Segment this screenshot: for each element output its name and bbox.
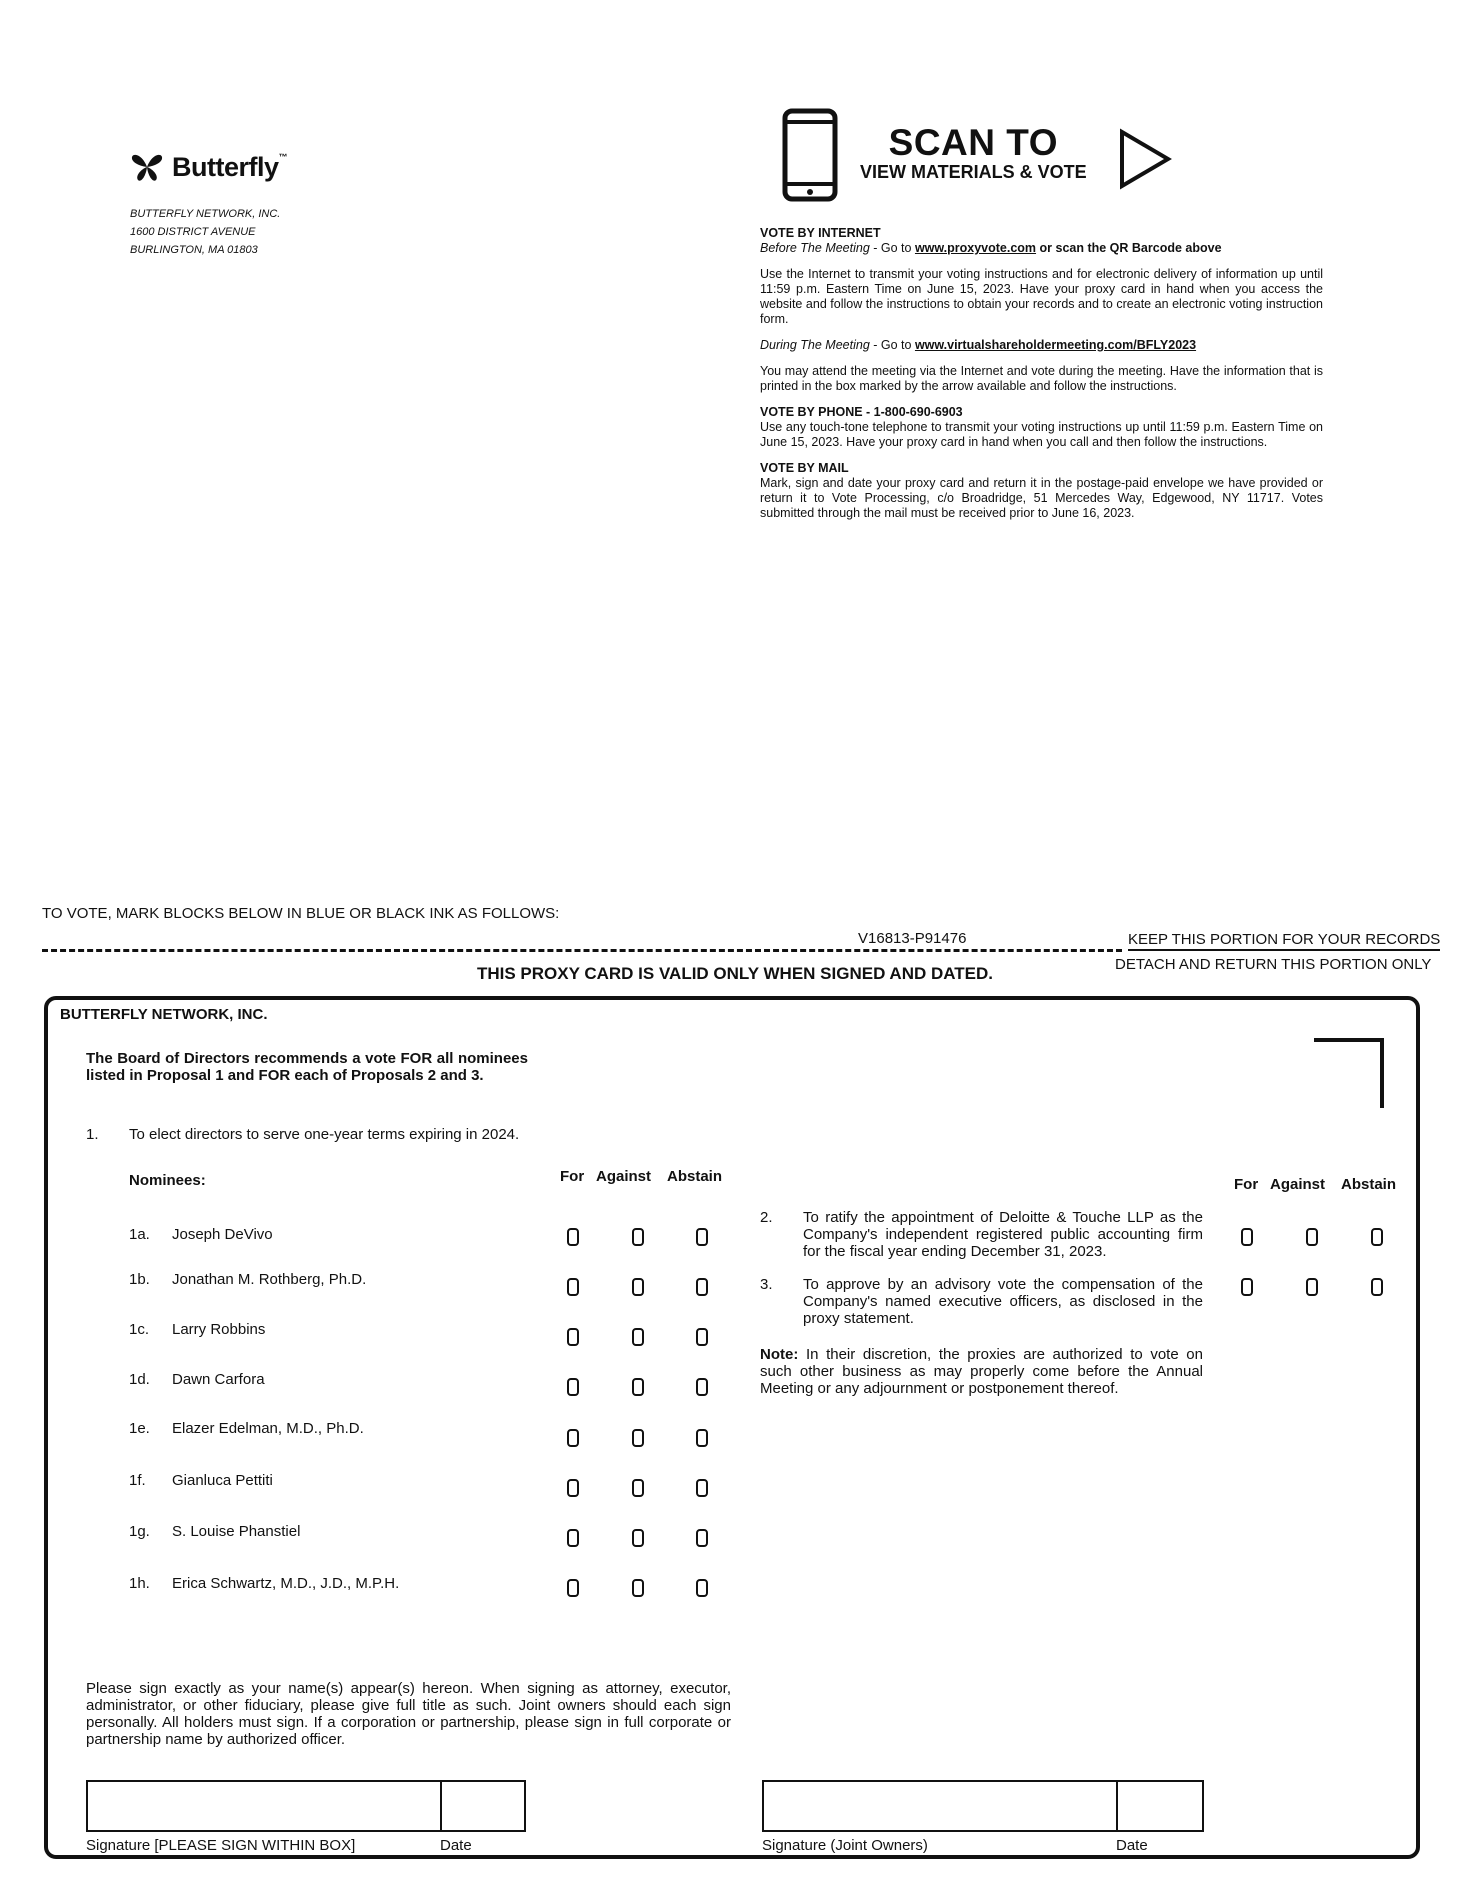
nominee-1h-abstain-checkbox[interactable]	[696, 1579, 708, 1597]
proposal-3-for-checkbox[interactable]	[1241, 1278, 1253, 1296]
signature-label: Signature [PLEASE SIGN WITHIN BOX]	[86, 1837, 356, 1854]
vote-by-internet-section	[760, 226, 1323, 521]
nominee-number: 1e.	[129, 1420, 150, 1437]
nominee-1b-against-checkbox[interactable]	[632, 1278, 644, 1296]
before-meeting-label: Before The Meeting	[760, 241, 870, 255]
mark-instructions: TO VOTE, MARK BLOCKS BELOW IN BLUE OR BLACK INK AS FOLLOWS:	[42, 905, 560, 922]
detach-line	[42, 949, 1122, 952]
keep-portion-label: KEEP THIS PORTION FOR YOUR RECORDS	[1128, 931, 1440, 951]
qr-instruction: or scan the QR Barcode above	[1036, 241, 1222, 255]
nominee-name: Erica Schwartz, M.D., J.D., M.P.H.	[172, 1575, 400, 1592]
nominee-name: S. Louise Phanstiel	[172, 1523, 301, 1540]
nominee-1h-for-checkbox[interactable]	[567, 1579, 579, 1597]
proposal-text: To ratify the appointment of Deloitte & Touche LLP as the Company's independent registered public accounting firm for the fiscal year ending December 31, 2023.	[803, 1209, 1203, 1260]
nominee-name: Jonathan M. Rothberg, Ph.D.	[172, 1271, 367, 1288]
mobile-phone-icon	[782, 108, 838, 202]
nominee-1f-abstain-checkbox[interactable]	[696, 1479, 708, 1497]
column-against: Against	[1270, 1176, 1326, 1193]
column-against: Against	[596, 1168, 652, 1185]
nominee-number: 1a.	[129, 1226, 150, 1243]
mail-instructions: Mark, sign and date your proxy card and return it in the postage-paid envelope we have provided or return it to Vote Processing, c/o Broadridge, 51 Mercedes Way, Edgewood, NY 11717. Votes submitted through the mail must be received prior to June 16, 2023.	[760, 476, 1323, 520]
proposal-3	[760, 1276, 1203, 1328]
proposal-2-against-checkbox[interactable]	[1306, 1228, 1318, 1246]
nominee-1b-for-checkbox[interactable]	[567, 1278, 579, 1296]
nominee-1d-abstain-checkbox[interactable]	[696, 1378, 708, 1396]
joint-signature-label: Signature (Joint Owners)	[762, 1837, 928, 1854]
address-line: BUTTERFLY NETWORK, INC.	[130, 208, 281, 220]
joint-date-label: Date	[1116, 1837, 1148, 1854]
section-heading: VOTE BY INTERNET	[760, 226, 881, 240]
nominee-number: 1c.	[129, 1321, 150, 1338]
nominee-number: 1f.	[129, 1472, 146, 1489]
nominee-1h-against-checkbox[interactable]	[632, 1579, 644, 1597]
nominee-1d-against-checkbox[interactable]	[632, 1378, 644, 1396]
scan-title: SCAN TO	[888, 122, 1058, 163]
company-logo	[130, 150, 287, 184]
date-label: Date	[440, 1837, 472, 1854]
detach-portion-label: DETACH AND RETURN THIS PORTION ONLY	[1115, 956, 1432, 973]
proposal-number: 3.	[760, 1276, 773, 1293]
nominee-name: Dawn Carfora	[172, 1371, 265, 1388]
card-company-name: BUTTERFLY NETWORK, INC.	[60, 1006, 268, 1023]
note-text: In their discretion, the proxies are authorized to vote on such other business as may properly come before the Annual Meeting or any adjournment or postponement thereof.	[760, 1346, 1203, 1397]
goto-text: - Go to	[869, 241, 915, 255]
during-meeting-instructions: You may attend the meeting via the Internet and vote during the meeting. Have the information that is printed in the box marked by the arrow available and follow the instructions.	[760, 364, 1323, 393]
nominee-name: Gianluca Pettiti	[172, 1472, 273, 1489]
nominee-1b-abstain-checkbox[interactable]	[696, 1278, 708, 1296]
nominee-1f-against-checkbox[interactable]	[632, 1479, 644, 1497]
registration-corner-mark	[1314, 1038, 1384, 1108]
nominee-1g-against-checkbox[interactable]	[632, 1529, 644, 1547]
vote-by-phone-heading: VOTE BY PHONE - 1-800-690-6903	[760, 405, 963, 419]
nominee-name: Joseph DeVivo	[172, 1226, 273, 1243]
proposal-3-against-checkbox[interactable]	[1306, 1278, 1318, 1296]
virtual-meeting-link[interactable]: www.virtualshareholdermeeting.com/BFLY2023	[914, 338, 1197, 352]
proposal-1	[86, 1126, 520, 1143]
nominee-1e-abstain-checkbox[interactable]	[696, 1429, 708, 1447]
nominee-1a-abstain-checkbox[interactable]	[696, 1228, 708, 1246]
scan-to-vote-banner	[860, 124, 1087, 182]
butterfly-icon	[130, 150, 164, 184]
joint-date-box[interactable]	[1116, 1780, 1204, 1832]
column-for: For	[560, 1168, 585, 1185]
nominee-name: Larry Robbins	[172, 1321, 266, 1338]
nominee-1d-for-checkbox[interactable]	[567, 1378, 579, 1396]
validity-notice: THIS PROXY CARD IS VALID ONLY WHEN SIGNED AND DATED.	[476, 964, 994, 983]
phone-instructions: Use any touch-tone telephone to transmit your voting instructions up until 11:59 p.m. Eastern Time on June 15, 2023. Have your proxy card in hand when you call and then follow the instructions.	[760, 420, 1323, 449]
company-address	[130, 205, 280, 259]
column-abstain: Abstain	[667, 1168, 723, 1185]
nominee-1c-abstain-checkbox[interactable]	[696, 1328, 708, 1346]
address-line: 1600 DISTRICT AVENUE	[130, 226, 256, 238]
nominee-name: Elazer Edelman, M.D., Ph.D.	[172, 1420, 364, 1437]
nominee-number: 1b.	[129, 1271, 150, 1288]
proposal-text: To elect directors to serve one-year terms expiring in 2024.	[129, 1126, 520, 1143]
proxyvote-link[interactable]: www.proxyvote.com	[914, 241, 1037, 255]
proposal-2-abstain-checkbox[interactable]	[1371, 1228, 1383, 1246]
nominee-1g-abstain-checkbox[interactable]	[696, 1529, 708, 1547]
nominee-number: 1d.	[129, 1371, 150, 1388]
proposal-2	[760, 1209, 1203, 1261]
board-recommendation: The Board of Directors recommends a vote FOR all nominees listed in Proposal 1 and FOR each of Proposals 2 and 3.	[86, 1050, 528, 1084]
joint-signature-box[interactable]	[762, 1780, 1118, 1832]
goto-text: - Go to	[869, 338, 915, 352]
date-box[interactable]	[440, 1780, 526, 1832]
nominee-1a-against-checkbox[interactable]	[632, 1228, 644, 1246]
proposal-text: To approve by an advisory vote the compensation of the Company's named executive officers, as disclosed in the proxy statement.	[803, 1276, 1203, 1327]
nominee-number: 1g.	[129, 1523, 150, 1540]
nominee-1f-for-checkbox[interactable]	[567, 1479, 579, 1497]
scan-subtitle: VIEW MATERIALS & VOTE	[860, 162, 1087, 182]
proposal-number: 1.	[86, 1126, 99, 1143]
control-reference: V16813-P91476	[858, 930, 967, 947]
nominee-1a-for-checkbox[interactable]	[567, 1228, 579, 1246]
proposal-number: 2.	[760, 1209, 773, 1226]
internet-instructions: Use the Internet to transmit your voting instructions and for electronic delivery of information up until 11:59 p.m. Eastern Time on June 15, 2023. Have your proxy card in hand when you access the website and follow the instructions to obtain your records and to create an electronic voting instruction form.	[760, 267, 1323, 326]
nominee-number: 1h.	[129, 1575, 150, 1592]
signature-box[interactable]	[86, 1780, 442, 1832]
proposal-2-for-checkbox[interactable]	[1241, 1228, 1253, 1246]
nominee-1g-for-checkbox[interactable]	[567, 1529, 579, 1547]
column-for: For	[1234, 1176, 1259, 1193]
discretion-note	[760, 1346, 1203, 1397]
vote-by-mail-heading: VOTE BY MAIL	[760, 461, 849, 475]
proposal-3-abstain-checkbox[interactable]	[1371, 1278, 1383, 1296]
nominees-label: Nominees:	[129, 1172, 206, 1189]
column-abstain: Abstain	[1341, 1176, 1397, 1193]
during-meeting-label: During The Meeting	[760, 338, 870, 352]
nominee-1e-for-checkbox[interactable]	[567, 1429, 579, 1447]
nominee-1c-for-checkbox[interactable]	[567, 1328, 579, 1346]
signing-instructions: Please sign exactly as your name(s) appear(s) hereon. When signing as attorney, executor, administrator, or other fiduciary, please give full title as such. Joint owners should each sign personally. All holders must sign. If a corporation or partnership, please sign in full corporate or partnership name by authorized officer.	[86, 1680, 731, 1748]
play-arrow-icon	[1118, 128, 1172, 190]
note-label: Note:	[760, 1346, 799, 1363]
nominee-1e-against-checkbox[interactable]	[632, 1429, 644, 1447]
nominee-1c-against-checkbox[interactable]	[632, 1328, 644, 1346]
logo-text: Butterfly™	[172, 151, 288, 182]
address-line: BURLINGTON, MA 01803	[130, 244, 258, 256]
